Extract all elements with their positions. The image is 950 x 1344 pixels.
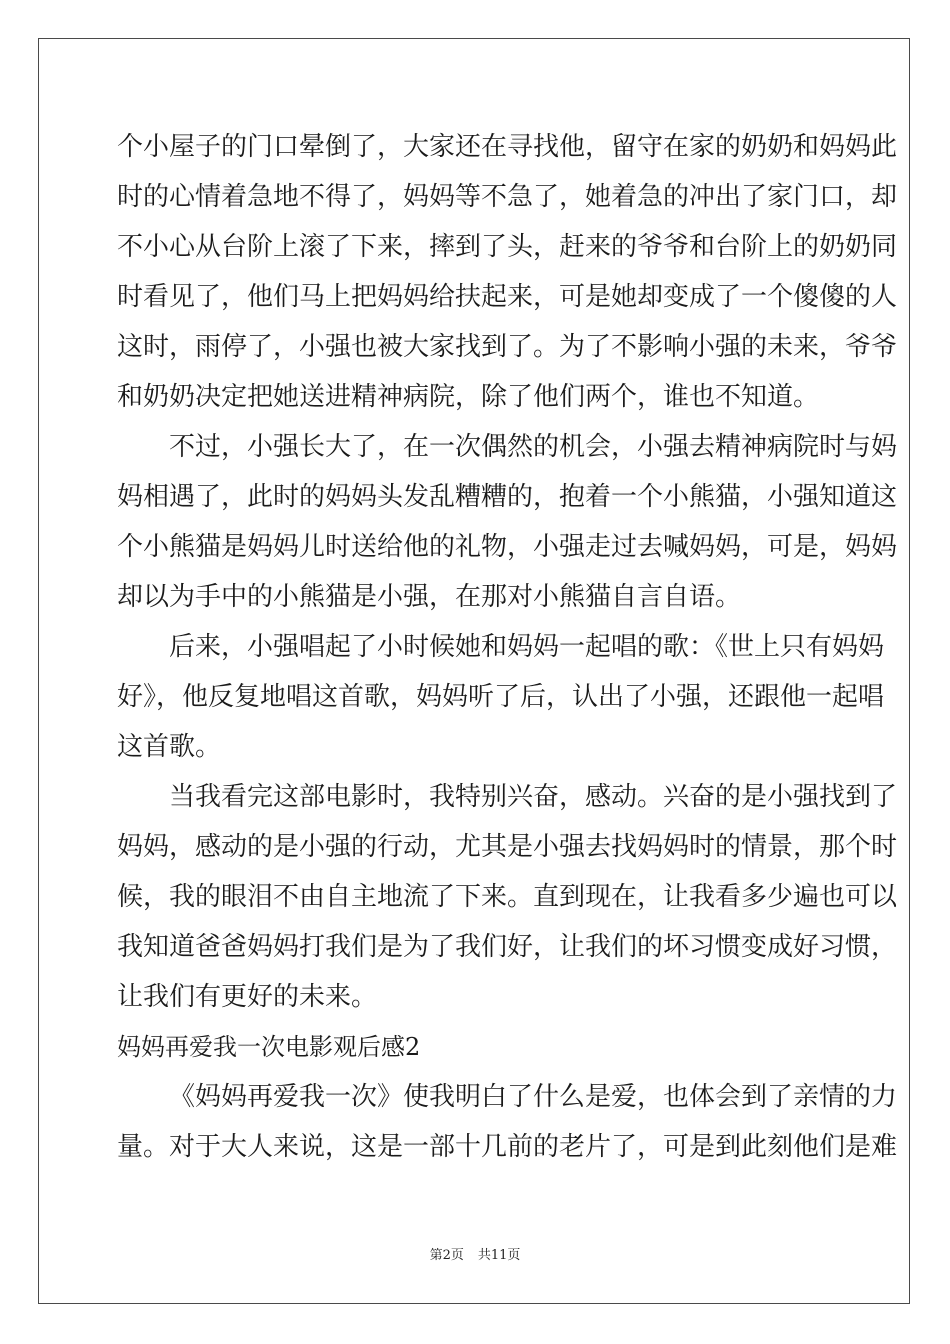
text-line: 个小屋子的门口晕倒了，大家还在寻找他，留守在家的奶奶和妈妈此	[117, 132, 898, 162]
text-line: 个小熊猫是妈妈儿时送给他的礼物，小强走过去喊妈妈，可是，妈妈	[117, 532, 898, 562]
document-body	[117, 122, 898, 1172]
text-line: 量。对于大人来说，这是一部十几前的老片了，可是到此刻他们是难	[117, 1132, 898, 1162]
text-line: 不小心从台阶上滚了下来，摔到了头，赶来的爷爷和台阶上的奶奶同	[117, 232, 898, 262]
text-line: 却以为手中的小熊猫是小强，在那对小熊猫自言自语。	[117, 582, 742, 612]
paragraph-5	[117, 1072, 898, 1172]
text-line: 让我们有更好的未来。	[117, 982, 378, 1012]
paragraph-4	[117, 772, 898, 1022]
text-line: 当我看完这部电影时，我特别兴奋，感动。兴奋的是小强找到了	[169, 782, 898, 812]
paragraph-continued	[117, 122, 898, 422]
paragraph-3	[117, 622, 885, 772]
text-line: 我知道爸爸妈妈打我们是为了我们好，让我们的坏习惯变成好习惯，	[117, 932, 898, 962]
text-line: 妈妈，感动的是小强的行动，尤其是小强去找妈妈时的情景，那个时	[117, 832, 898, 862]
section-heading: 妈妈再爱我一次电影观后感2	[117, 1033, 421, 1061]
text-line: 后来，小强唱起了小时候她和妈妈一起唱的歌：《世上只有妈妈	[169, 632, 885, 662]
text-line: 候，我的眼泪不由自主地流了下来。直到现在，让我看多少遍也可以	[117, 882, 898, 912]
text-line: 不过，小强长大了，在一次偶然的机会，小强去精神病院时与妈	[169, 432, 898, 462]
text-line: 这首歌。	[117, 732, 222, 762]
text-line: 好》，他反复地唱这首歌，妈妈听了后，认出了小强，还跟他一起唱	[117, 682, 885, 712]
text-line: 和奶奶决定把她送进精神病院，除了他们两个，谁也不知道。	[117, 382, 820, 412]
text-line: 妈相遇了，此时的妈妈头发乱糟糟的，抱着一个小熊猫，小强知道这	[117, 482, 898, 512]
text-line: 这时，雨停了，小强也被大家找到了。为了不影响小强的未来，爷爷	[117, 332, 898, 362]
text-line: 时的心情着急地不得了，妈妈等不急了，她着急的冲出了家门口，却	[117, 182, 898, 212]
text-line: 《妈妈再爱我一次》使我明白了什么是爱，也体会到了亲情的力	[169, 1082, 898, 1112]
page-footer	[0, 1244, 950, 1263]
text-line: 时看见了，他们马上把妈妈给扶起来，可是她却变成了一个傻傻的人	[117, 282, 898, 312]
page-number: 第2页	[429, 1248, 464, 1263]
paragraph-2	[117, 422, 898, 622]
page-total: 共11页	[477, 1248, 521, 1263]
